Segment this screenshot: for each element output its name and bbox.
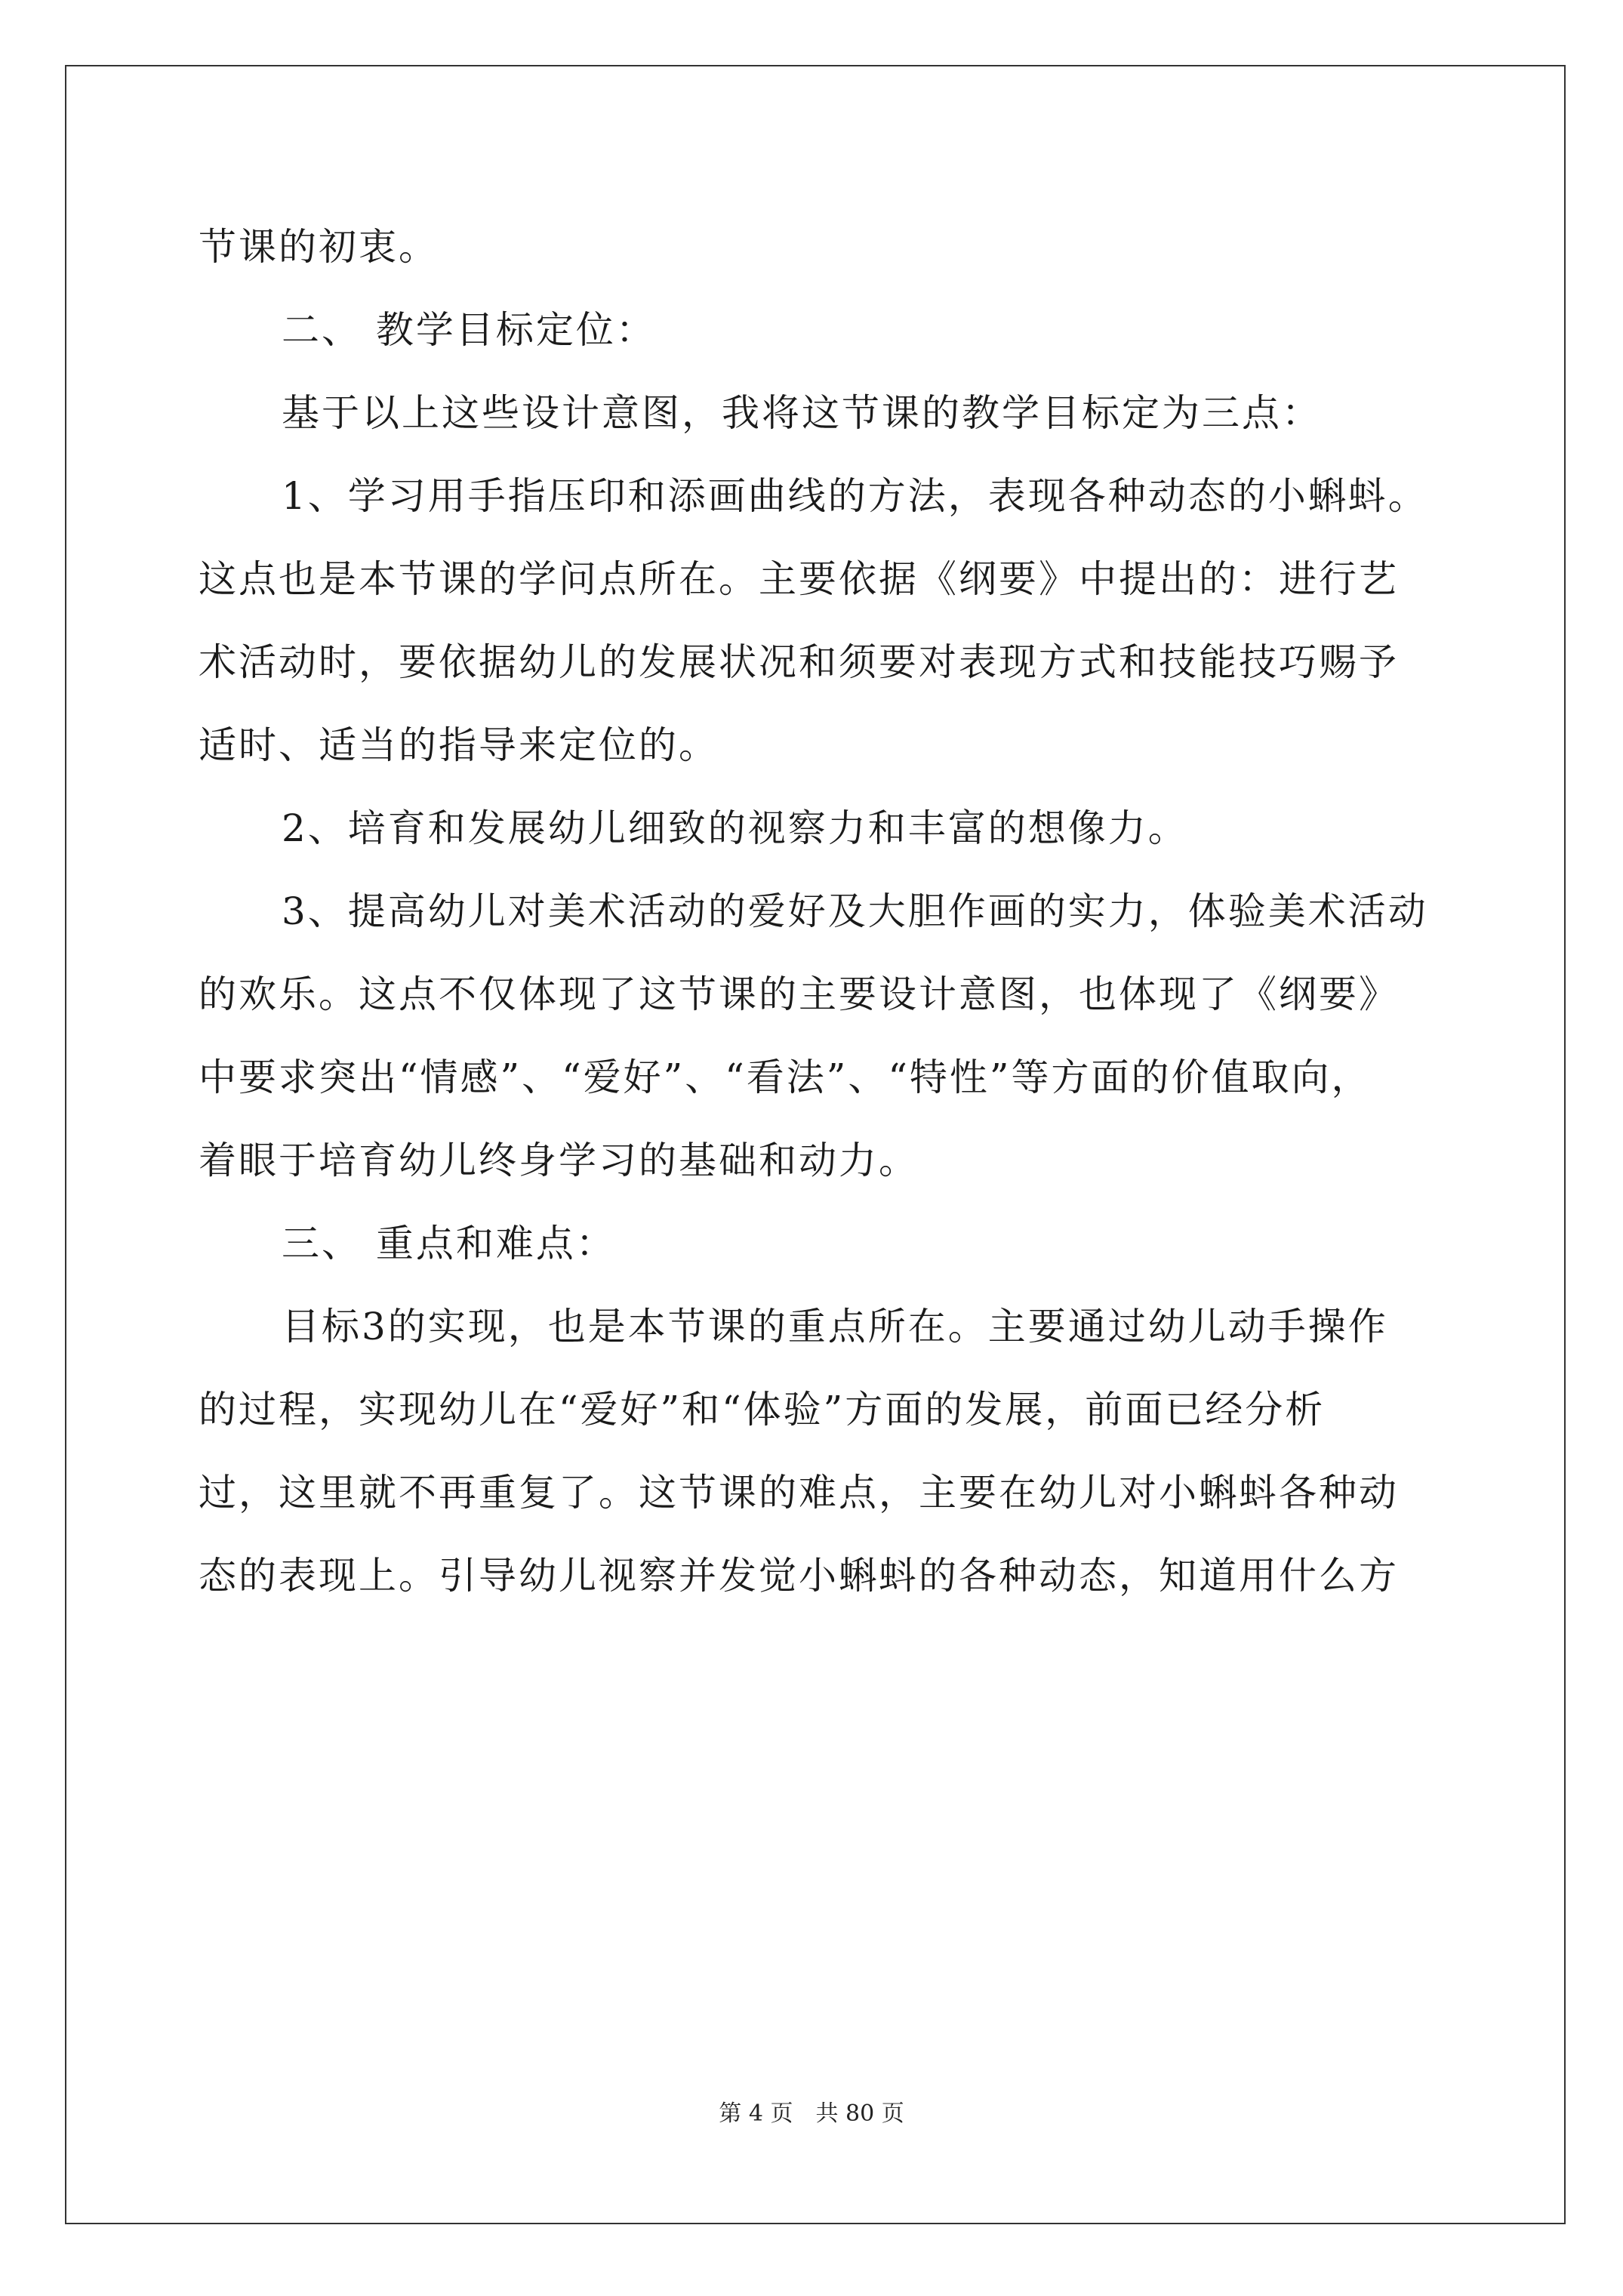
- text-line-1: 节课的初衷。: [199, 225, 439, 269]
- text-line-10: 的欢乐。这点不仅体现了这节课的主要设计意图，也体现了《纲要》: [199, 972, 1399, 1016]
- text-line-5: 这点也是本节课的学问点所在。主要依据《纲要》中提出的：进行艺: [199, 557, 1399, 601]
- text-line-7: 适时、适当的指导来定位的。: [199, 723, 719, 767]
- section-heading-goals: 二、 教学目标定位：: [282, 308, 656, 352]
- text-line-4: 1、学习用手指压印和添画曲线的方法，表现各种动态的小蝌蚪。: [282, 474, 1428, 518]
- text-line-14: 目标3的实现，也是本节课的重点所在。主要通过幼儿动手操作: [282, 1305, 1388, 1348]
- section-heading-focus: 三、 重点和难点：: [282, 1222, 616, 1265]
- text-line-3: 基于以上这些设计意图，我将这节课的教学目标定为三点：: [282, 391, 1322, 435]
- text-line-16: 过，这里就不再重复了。这节课的难点，主要在幼儿对小蝌蚪各种动: [199, 1471, 1399, 1515]
- page-number: 第 4 页 共 80 页: [719, 2100, 904, 2127]
- page-footer: [0, 2099, 1623, 2129]
- text-line-12: 着眼于培育幼儿终身学习的基础和动力。: [199, 1139, 919, 1182]
- text-line-15: 的过程，实现幼儿在“爱好”和“体验”方面的发展，前面已经分析: [199, 1388, 1326, 1432]
- text-line-11: 中要求突出“情感”、“爱好”、“看法”、“特性”等方面的价值取向，: [199, 1056, 1372, 1099]
- text-line-6: 术活动时，要依据幼儿的发展状况和须要对表现方式和技能技巧赐予: [199, 640, 1399, 684]
- text-line-17: 态的表现上。引导幼儿视察并发觉小蝌蚪的各种动态，知道用什么方: [199, 1554, 1399, 1598]
- text-line-8: 2、培育和发展幼儿细致的视察力和丰富的想像力。: [282, 806, 1188, 850]
- text-line-9: 3、提高幼儿对美术活动的爱好及大胆作画的实力，体验美术活动: [282, 889, 1428, 933]
